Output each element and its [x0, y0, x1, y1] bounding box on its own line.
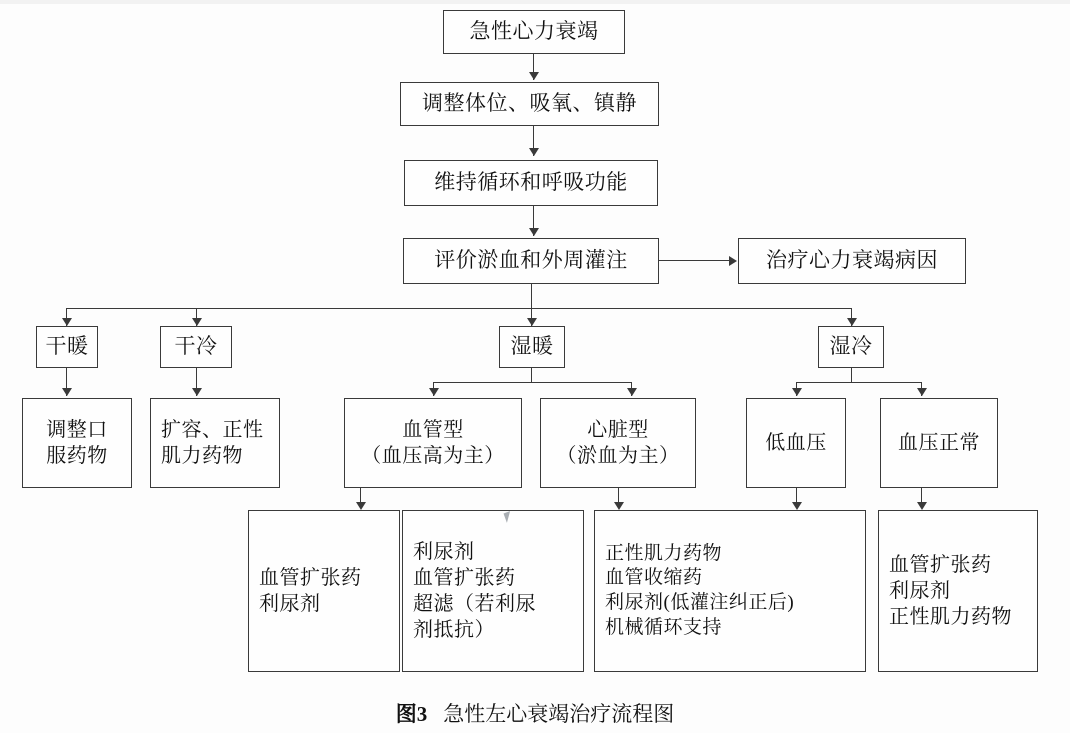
node-line: 剂抵抗）: [413, 619, 495, 641]
node-line: 肌力药物: [161, 445, 243, 467]
arrowhead-normal-bp-treat: [917, 502, 927, 510]
figure-caption: [0, 698, 1070, 728]
arrowhead-n4-n5: [729, 256, 737, 266]
node-cardiac-type: [540, 398, 696, 488]
node-line: 超滤（若利尿: [413, 593, 536, 615]
node-line: 机械循环支持: [605, 616, 723, 638]
node-line: 干冷: [174, 334, 218, 359]
node-line: 利尿剂: [413, 541, 475, 563]
arrowhead-normal-bp: [917, 388, 927, 396]
node-line: 血管型: [402, 419, 464, 441]
edge-category-bus: [66, 308, 852, 309]
arrowhead-wet-cold: [847, 318, 857, 326]
node-line: 急性心力衰竭: [469, 19, 599, 44]
top-strip: [0, 0, 1070, 4]
node-vasodilator-diuretic-inotrope: [878, 510, 1038, 672]
node-diuretic-vasodilator-ultrafiltration: [402, 510, 584, 672]
node-vasodilator-diuretic: [248, 510, 400, 672]
node-normal-blood-pressure: [880, 398, 998, 488]
node-line: 调整体位、吸氧、镇静: [422, 91, 637, 116]
arrowhead-dry-cold: [192, 318, 202, 326]
node-line: 湿冷: [829, 334, 873, 359]
node-line: 利尿剂(低灌注纠正后): [605, 592, 795, 613]
node-line: 湿暖: [510, 334, 554, 359]
node-line: 血管收缩药: [605, 567, 703, 589]
node-hypotension: [746, 398, 846, 488]
arrowhead-dry-warm-treat: [62, 388, 72, 396]
node-line: 维持循环和呼吸功能: [434, 170, 628, 195]
edge-wet-cold-bus: [796, 382, 921, 383]
node-volume-expansion-inotropes: [150, 398, 280, 488]
node-line: 干暖: [45, 334, 89, 359]
node-assess-congestion-perfusion: [403, 238, 659, 284]
arrowhead-vascular-treat: [356, 502, 366, 510]
node-maintain-circulation-respiration: [404, 160, 658, 206]
arrowhead-n3-n4: [529, 228, 539, 236]
node-line: 血压正常: [898, 432, 980, 454]
node-wet-cold: [818, 326, 884, 368]
node-positioning-oxygen-sedation: [400, 82, 659, 126]
node-vascular-type: [344, 398, 522, 488]
node-line: 治疗心力衰竭病因: [766, 248, 938, 273]
node-line: （淤血为主）: [556, 445, 680, 467]
edge-n4-n5: [659, 260, 729, 261]
node-line: 心脏型: [587, 419, 649, 441]
arrowhead-dry-warm: [62, 318, 72, 326]
figure-caption-number: 图3: [395, 702, 428, 726]
node-treat-underlying-cause: [738, 238, 966, 284]
node-line: 正性肌力药物: [889, 606, 1012, 628]
node-line: 利尿剂: [259, 593, 321, 615]
node-line: （血压高为主）: [361, 445, 505, 467]
arrowhead-cardiac-treat: [614, 502, 624, 510]
arrowhead-wet-warm: [527, 318, 537, 326]
node-adjust-oral-medication: [22, 398, 132, 488]
node-line: 利尿剂: [889, 580, 951, 602]
arrowhead-n2-n3: [529, 148, 539, 156]
node-line: 评价淤血和外周灌注: [434, 248, 628, 273]
node-line: 正性肌力药物: [605, 542, 723, 564]
edge-wet-cold-stem: [851, 368, 852, 382]
node-inotrope-vasopressor-support: [594, 510, 866, 672]
node-wet-warm: [499, 326, 565, 368]
arrowhead-vascular-type: [429, 388, 439, 396]
node-dry-cold: [160, 326, 232, 368]
edge-wet-warm-bus: [433, 382, 631, 383]
arrowhead-hypotension-treat: [792, 502, 802, 510]
arrowhead-cardiac-type: [627, 388, 637, 396]
edge-wet-warm-stem: [531, 368, 532, 382]
node-line: 血管扩张药: [889, 554, 992, 576]
node-line: 血管扩张药: [259, 567, 362, 589]
node-acute-heart-failure: [443, 10, 625, 54]
arrowhead-n1-n2: [529, 72, 539, 80]
node-line: 低血压: [765, 432, 827, 454]
node-line: 血管扩张药: [413, 567, 516, 589]
node-line: 服药物: [46, 445, 108, 467]
node-dry-warm: [36, 326, 98, 368]
arrowhead-hypotension: [792, 388, 802, 396]
edge-n4-bus-stem: [531, 284, 532, 308]
arrowhead-dry-cold-treat: [192, 388, 202, 396]
node-line: 扩容、正性: [161, 419, 264, 441]
figure-caption-text: 急性左心衰竭治疗流程图: [443, 702, 675, 726]
node-line: 调整口: [46, 419, 108, 441]
